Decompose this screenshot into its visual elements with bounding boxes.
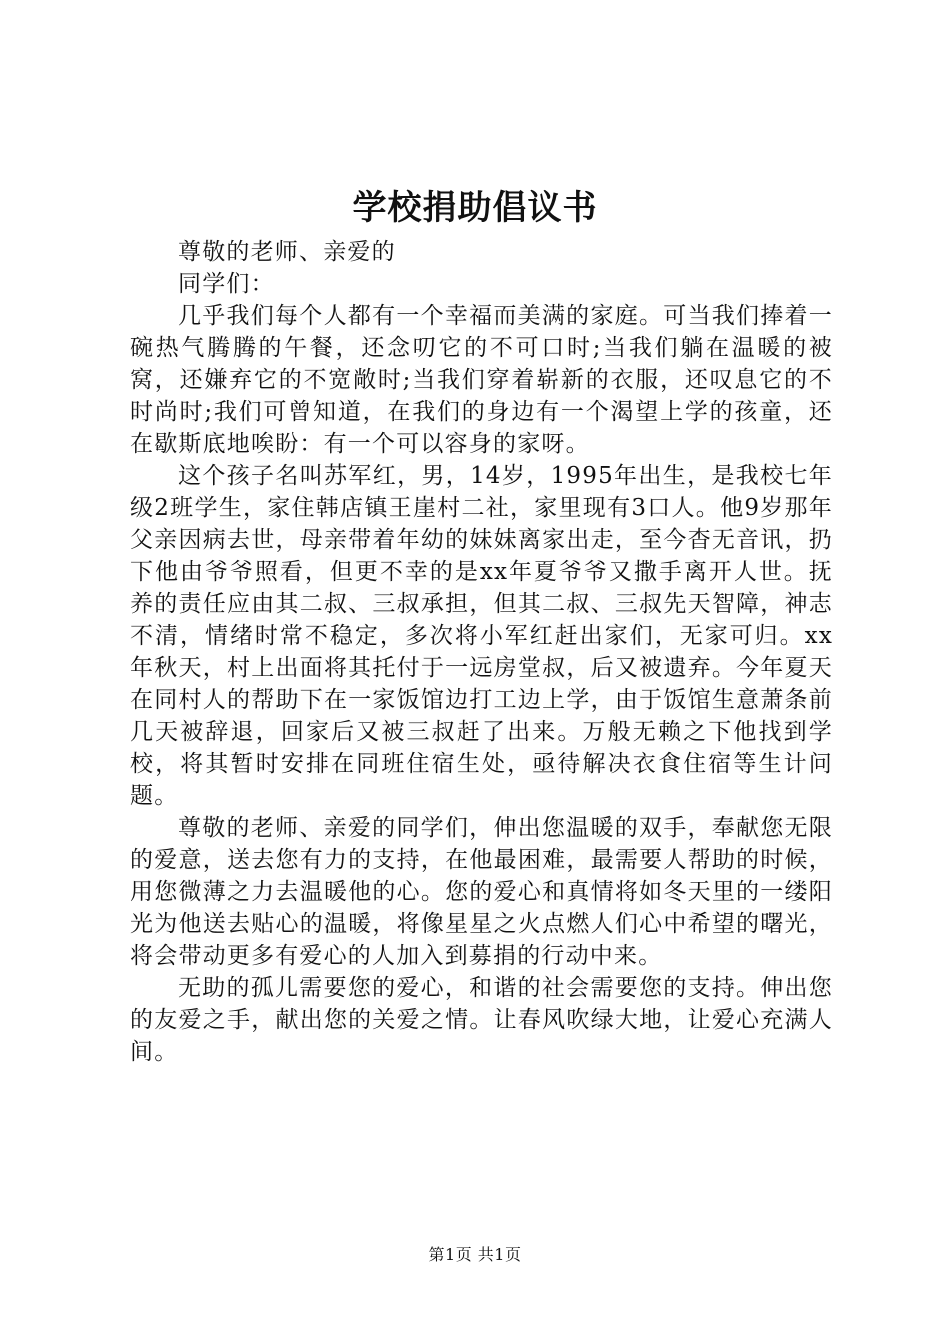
page-footer: 第1页 共1页 [428,1245,522,1264]
salutation-line-2: 同学们： [178,271,275,297]
paragraph-3: 尊敬的老师、亲爱的同学们，伸出您温暖的双手，奉献您无限的爱意，送去您有力的支持，在他最困难，最需要人帮助的时候，用您微薄之力去温暖他的心。您的爱心和真情将如冬天里的一缕阳光为他送去贴心的温暖，将像星星之火点燃人们心中希望的曙光，将会带动更多有爱心的人加入到募捐的行动中来。 [130,815,833,969]
document-title: 学校捐助倡议书 [352,188,598,228]
document-body [130,236,833,1068]
paragraph-1: 几乎我们每个人都有一个幸福而美满的家庭。可当我们捧着一碗热气腾腾的午餐，还念叨它的不可口时;当我们躺在温暖的被窝，还嫌弃它的不宽敞时;当我们穿着崭新的衣服，还叹息它的不时尚时;我们可曾知道，在我们的身边有一个渴望上学的孩童，还在歇斯底地唉盼：有一个可以容身的家呀。 [130,303,833,457]
paragraph-4: 无助的孤儿需要您的爱心，和谐的社会需要您的支持。伸出您的友爱之手，献出您的关爱之情。让春风吹绿大地，让爱心充满人间。 [130,975,833,1065]
salutation-line-1: 尊敬的老师、亲爱的 [178,239,396,265]
paragraph-2: 这个孩子名叫苏军红，男，14岁，1995年出生，是我校七年级2班学生，家住韩店镇王崖村二社，家里现有3口人。他9岁那年父亲因病去世，母亲带着年幼的妹妹离家出走，至今杳无音讯，扔下他由爷爷照看，但更不幸的是xx年夏爷爷又撒手离开人世。抚养的责任应由其二叔、三叔承担，但其二叔、三叔先天智障，神志不清，情绪时常不稳定，多次将小军红赶出家们，无家可归。xx年秋天，村上出面将其托付于一远房堂叔，后又被遗弃。今年夏天在同村人的帮助下在一家饭馆边打工边上学，由于饭馆生意萧条前几天被辞退，回家后又被三叔赶了出来。万般无赖之下他找到学校，将其暂时安排在同班住宿生处，亟待解决衣食住宿等生计问题。 [130,463,833,809]
